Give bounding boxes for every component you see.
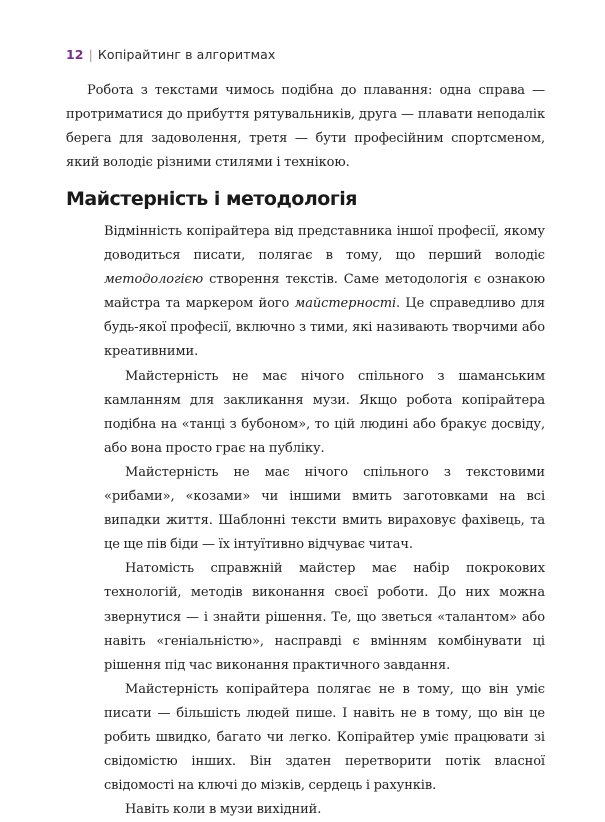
- paragraph-5: Майстерність копірайтера полягає не в тому, що він уміє писати — більшість людей пише. І навіть не в тому, що він це робить швидко, багато чи легко. Копірайтер уміє працювати зі свідомістю інших. Він здатен перетворити потік власної свідомості на ключі до мізків, сердець і рахунків.: [104, 681, 545, 794]
- paragraph-1-text-a: Відмінність копірайтера від представника іншої професії, якому доводиться писати, полягає в тому, що перший володіє: [104, 224, 545, 264]
- intro-block: [66, 79, 545, 175]
- book-title: Копірайтинг в алгоритмах: [97, 47, 276, 62]
- section-body: [104, 220, 545, 822]
- paragraph-4: Натомість справжній майстер має набір покрокових технологій, методів виконання своєї роботи. До них можна звернутися — і знайти рішення. Те, що зветься «талантом» або навіть «геніальністю», насправді є вмінням комбінувати ці рішення під час виконання практичного завдання.: [104, 561, 545, 673]
- section-heading: Майстерність і методологія: [66, 188, 357, 210]
- emphasis-methodology: методологією: [104, 272, 204, 288]
- paragraph-1-text-c: . Це справедливо для будь-якої професії, включно з тими, які називають творчими або креативними.: [104, 296, 545, 360]
- running-header: [66, 47, 275, 62]
- paragraph-3: Майстерність не має нічого спільного з текстовими «рибами», «козами» чи іншими вмить заготовками на всі випадки життя. Шаблонні тексти вмить вираховує фахівець, та це ще пів біди — їх інтуїтивно відчуває читач.: [104, 464, 545, 553]
- paragraph-2: Майстерність не має нічого спільного з шаманським камланням для закликання музи. Якщо робота копірайтера подібна на «танці з бубоном», то цій людині або бракує досвіду, або вона просто грає на публіку.: [104, 368, 545, 456]
- emphasis-mastery: майстерності: [294, 296, 397, 312]
- paragraph-1: [104, 220, 545, 365]
- intro-paragraph: Робота з текстами чимось подібна до плавання: одна справа — протриматися до прибуття рятувальників, друга — плавати неподалік берега для задоволення, третя — бути професійним спортсменом, який володіє різними стилями і технікою.: [66, 83, 545, 171]
- header-separator: |: [88, 47, 93, 62]
- paragraph-6: Навіть коли в музи вихідний.: [125, 802, 322, 818]
- page-number: 12: [66, 47, 84, 62]
- paragraph-1-text-b: створення текстів. Саме методологія є ознакою майстра та маркером його: [104, 272, 545, 312]
